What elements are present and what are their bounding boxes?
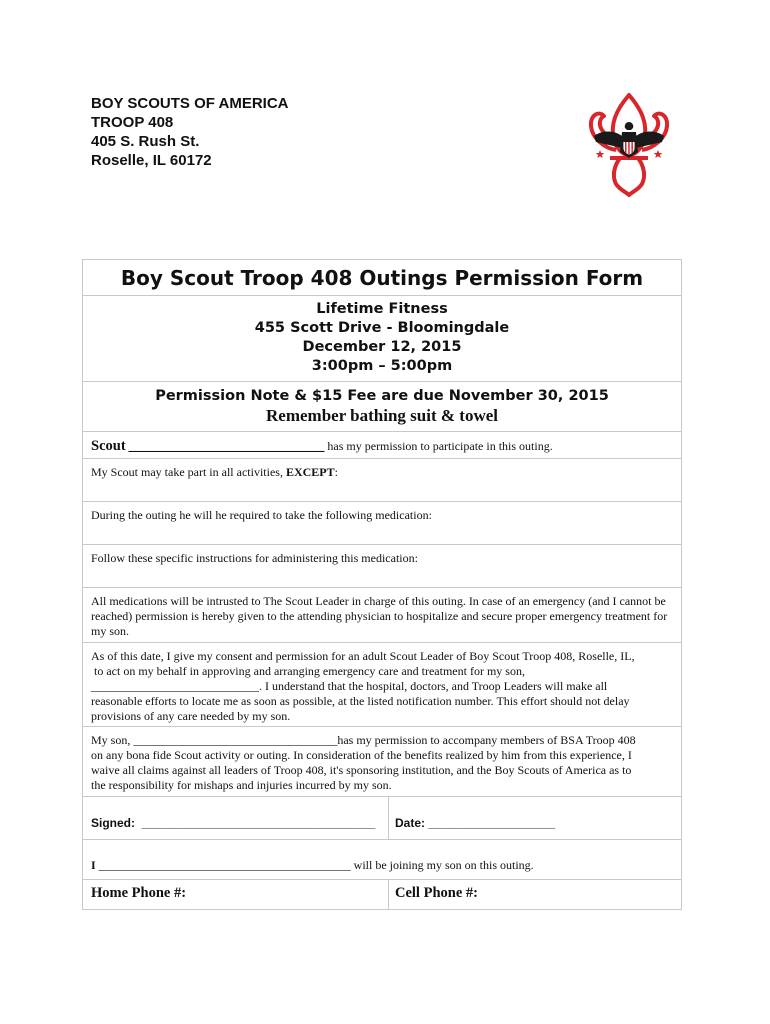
instructions-label: Follow these specific instructions for administering this medication: [91, 551, 418, 565]
date-label: Date: [395, 816, 426, 830]
except-field[interactable] [83, 459, 681, 502]
consent-line: to act on my behalf in approving and arranging emergency care and treatment for my son, [91, 664, 525, 678]
parent-joining-row[interactable] [83, 840, 681, 880]
medications-statement-text: All medications will be intrusted to The Scout Leader in charge of this outing. In case of an emergency (and I cannot be reached) permission is hereby given to the attending physician to hospitalize and secure proper emergency treatment for my son. [91, 594, 668, 638]
outing-details [83, 296, 681, 382]
form-title: Boy Scout Troop 408 Outings Permission Form [120, 265, 644, 290]
except-suffix: : [334, 465, 338, 479]
waiver-line: on any bona fide Scout activity or outing. In consideration of the benefits realized by him from this experience, I [91, 748, 632, 762]
except-label: EXCEPT [285, 465, 335, 479]
outing-time: 3:00pm – 5:00pm [311, 358, 453, 374]
medication-label: During the outing he will he required to take the following medication: [91, 508, 432, 522]
signature-row [83, 797, 681, 840]
scout-name-blank[interactable]: ___________________________ [128, 438, 325, 454]
troop-number: TROOP 408 [91, 114, 174, 131]
phone-row [83, 880, 681, 909]
scout-permission-row[interactable] [83, 432, 681, 459]
permission-form-table [82, 259, 682, 910]
waiver-line: waive all claims against all leaders of Troop 408, it's sponsoring institution, and the Boy Scouts of America as to [91, 763, 632, 777]
scout-label: Scout [91, 438, 126, 454]
street-address: 405 S. Rush St. [91, 133, 200, 150]
except-prefix: My Scout may take part in all activities, [91, 465, 286, 479]
bsa-fleur-de-lis-eagle-icon [586, 92, 672, 198]
reminder-note: Remember bathing suit & towel [266, 406, 498, 425]
date-blank[interactable]: ___________________ [428, 816, 556, 830]
joining-text: will be joining my son on this outing. [350, 858, 534, 872]
consent-line: reasonable efforts to locate me as soon as possible, at the listed notification number. This effort should not delay [91, 694, 630, 708]
form-title-row [83, 260, 681, 296]
venue-name: Lifetime Fitness [316, 301, 448, 317]
cell-phone-field[interactable] [389, 880, 681, 909]
my-son-blank-line[interactable]: My son, __________________________________has my permission to accompany members of BSA Troop 408 [91, 733, 636, 747]
consent-statement[interactable] [83, 643, 681, 727]
signature-blank[interactable]: ___________________________________ [141, 816, 376, 830]
son-name-blank[interactable]: ____________________________. I understand that the hospital, doctors, and Troop Leaders will make all [91, 679, 608, 693]
consent-line: As of this date, I give my consent and permission for an adult Scout Leader of Boy Scout Troop 408, Roselle, IL, [91, 649, 635, 663]
joining-label: I [91, 858, 96, 872]
waiver-statement[interactable] [83, 727, 681, 797]
consent-line: provisions of any care needed by my son. [91, 709, 291, 723]
city-state-zip: Roselle, IL 60172 [91, 152, 212, 169]
medication-field[interactable] [83, 502, 681, 545]
venue-address: 455 Scott Drive - Bloomingdale [254, 320, 510, 336]
cell-phone-label: Cell Phone #: [395, 885, 478, 901]
due-note-row [83, 382, 681, 432]
waiver-line: the responsibility for mishaps and injuries incurred by my son. [91, 778, 392, 792]
medication-instructions-field[interactable] [83, 545, 681, 588]
signature-field[interactable] [83, 797, 389, 839]
due-note: Permission Note & $15 Fee are due November 30, 2015 [155, 388, 609, 404]
home-phone-field[interactable] [83, 880, 389, 909]
outing-date: December 12, 2015 [302, 339, 462, 355]
scout-permission-text: has my permission to participate in this outing. [324, 439, 553, 453]
org-name: BOY SCOUTS OF AMERICA [91, 95, 289, 112]
date-field[interactable] [389, 797, 681, 839]
home-phone-label: Home Phone #: [91, 885, 187, 901]
parent-name-blank[interactable]: __________________________________________ [95, 858, 351, 872]
troop-address-block [91, 94, 289, 170]
signed-label: Signed: [91, 816, 135, 830]
medications-statement [83, 588, 681, 643]
